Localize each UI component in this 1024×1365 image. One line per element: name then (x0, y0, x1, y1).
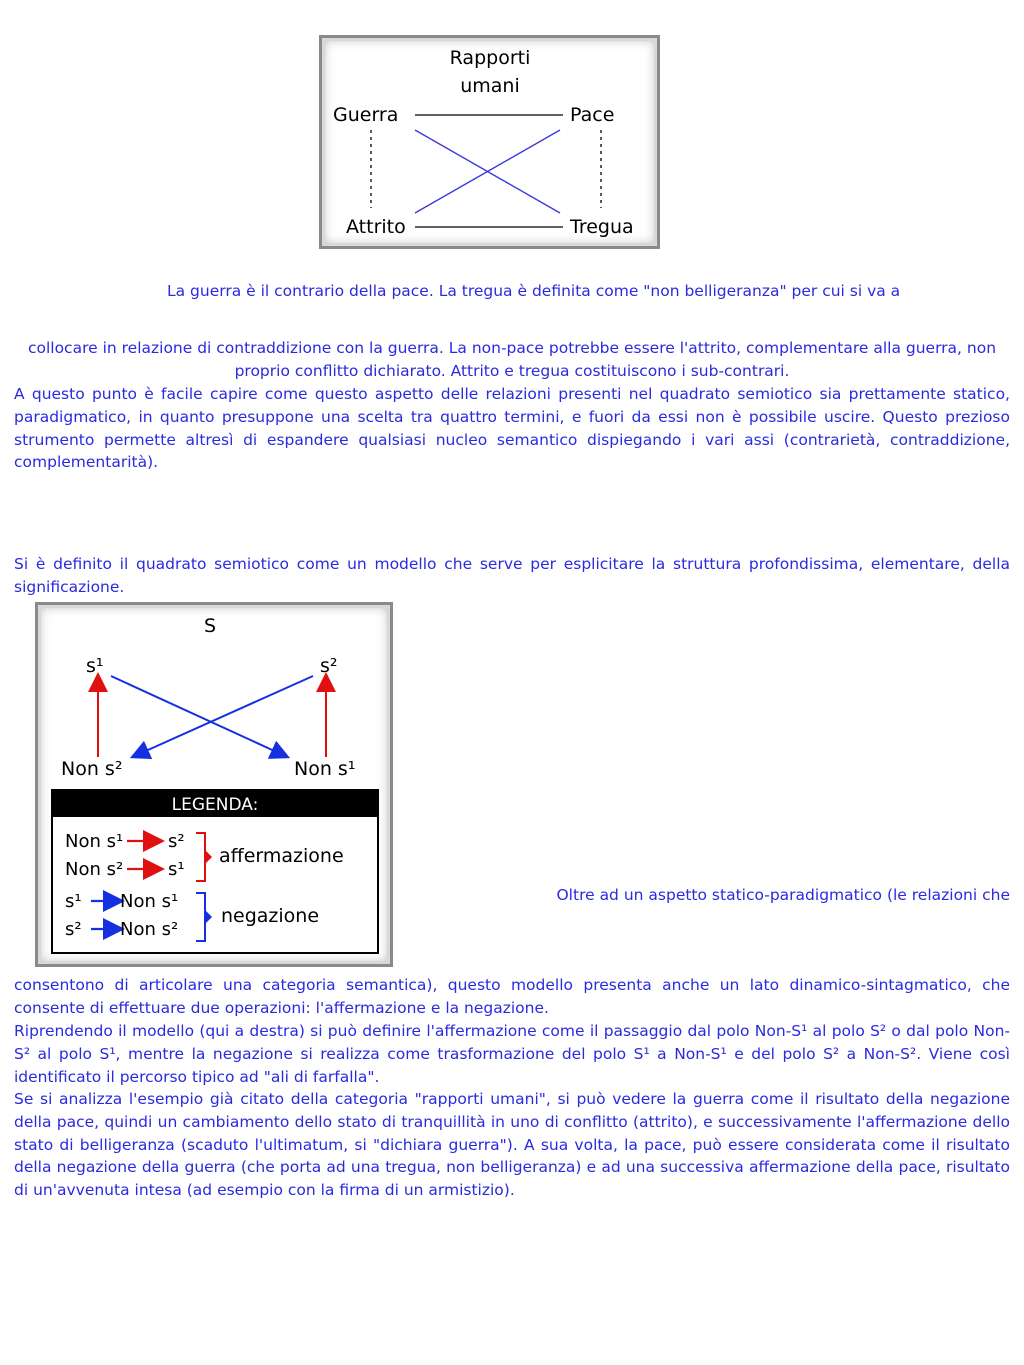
legend-row2-left: Non s² (65, 859, 124, 880)
rapporti-umani-svg (322, 38, 657, 246)
label-s1: s¹ (86, 655, 104, 677)
rapporti-umani-diagram (319, 35, 660, 249)
paragraph-dinamico: consentono di articolare una categoria semantica), questo modello presenta anche un lato dinamico-sintagmatico, che consente di effettuare due operazioni: l'affermazione e la negazione. (14, 976, 1010, 1017)
legend-row1-left: Non s¹ (65, 831, 124, 852)
legend-title: LEGENDA: (171, 795, 259, 815)
legend-negazione: negazione (221, 905, 320, 927)
paragraph-contraddizione: collocare in relazione di contraddizione con la guerra. La non-pace potrebbe essere l'attrito, complementare alla guerra, non proprio conflitto dichiarato. Attrito e tregua costituiscono i sub-contrari. (27, 339, 997, 380)
legend-row4-right: Non s² (120, 919, 179, 940)
legend-row3-right: Non s¹ (120, 891, 179, 912)
caption-guerra-pace: La guerra è il contrario della pace. La tregua è definita come "non belligeranza" per cui si va a (167, 282, 901, 300)
label-pace: Pace (570, 104, 615, 126)
paragraph-affermazione: Riprendendo il modello (qui a destra) si può definire l'affermazione come il passaggio dal polo Non-S¹ al polo S² o dal polo Non-S² al polo S¹, mentre la negazione si realizza come trasformazione del polo S¹ a Non-S¹ e del polo S² a Non-S². Viene così identificato il percorso tipico ad "ali di farfalla". (14, 1022, 1010, 1086)
diagram-title-line2: umani (460, 75, 520, 97)
legend-row1-right: s² (168, 831, 185, 852)
negate-arrow-1 (111, 676, 281, 754)
legend-row2-right: s¹ (168, 859, 185, 880)
label-non-s2: Non s² (61, 758, 123, 780)
label-guerra: Guerra (333, 104, 399, 126)
legend-row4-left: s² (65, 919, 82, 940)
legend-affermazione: affermazione (219, 845, 344, 867)
paragraph-statico: A questo punto è facile capire come questo aspetto delle relazioni presenti nel quadrato semiotico sia prettamente statico, paradigmatico, in quanto presuppone una scelta tra quattro termini, e fuori da essi non è possibile uscire. Questo prezioso strumento permette altresì di espandere qualsiasi nucleo semantico dispiegando i vari assi (contrarietà, contraddizione, complementarità). (14, 385, 1010, 472)
label-s: S (203, 615, 217, 637)
negate-arrow-2 (139, 676, 313, 754)
diagram-title-line1: Rapporti (449, 47, 531, 69)
paragraph-definizione: Si è definito il quadrato semiotico come un modello che serve per esplicitare la struttura profondissima, elementare, della significazione. (14, 555, 1010, 596)
quadrato-semiotico-diagram (35, 602, 393, 967)
label-tregua: Tregua (570, 216, 634, 238)
paragraph-esempio: Se si analizza l'esempio già citato della categoria "rapporti umani", si può vedere la guerra come il risultato della negazione della pace, quindi un cambiamento dello stato di tranquillità in uno di conflitto (attrito), e successivamente l'affermazione dello stato di belligeranza (scaduto l'ultimatum, si "dichiara guerra"). A sua volta, la pace, può essere considerata come il risultato della negazione della guerra (che porta ad una tregua, non belligeranza) e ad una successiva affermazione della pace, risultato di un'avvenuta intesa (ad esempio con la firma di un armistizio). (14, 1090, 1010, 1200)
legend-row3-left: s¹ (65, 891, 82, 912)
label-attrito: Attrito (346, 216, 406, 238)
quadrato-semiotico-svg (38, 605, 390, 964)
label-s2: s² (320, 655, 338, 677)
side-text-statico: Oltre ad un aspetto statico-paradigmatico (le relazioni che (556, 886, 1010, 904)
label-non-s1: Non s¹ (294, 758, 356, 780)
